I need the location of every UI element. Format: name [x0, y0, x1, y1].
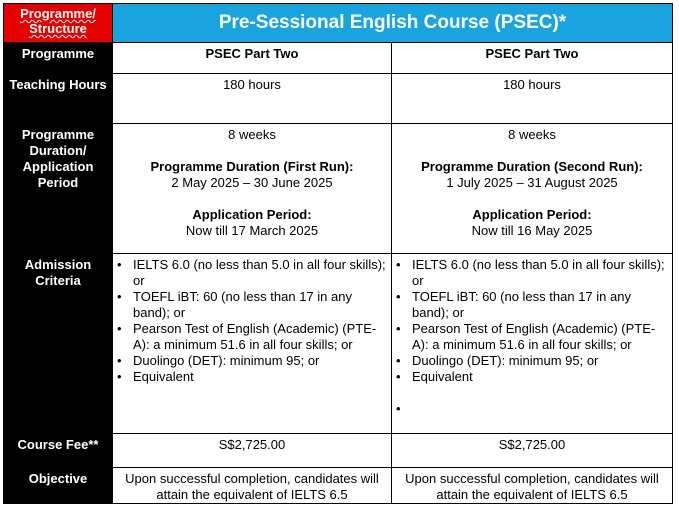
list-item: • IELTS 6.0 (no less than 5.0 in all four skills); or [113, 257, 387, 289]
course-fee-col-1: S$2,725.00 [113, 434, 392, 468]
application-dates: Now till 16 May 2025 [471, 223, 593, 238]
duration-col-2 [392, 124, 673, 254]
list-item: • Duolingo (DET): minimum 95; or [113, 353, 387, 369]
admission-col-2 [392, 254, 673, 434]
objective-col-1: Upon successful completion, candidates will attain the equivalent of IELTS 6.5 [113, 468, 392, 504]
duration-run-dates: 2 May 2025 – 30 June 2025 [171, 175, 333, 190]
list-item: • TOEFL iBT: 60 (no less than 17 in any band); or [113, 289, 387, 321]
bullet-icon: • [117, 321, 122, 336]
duration-run-heading: Programme Duration (Second Run): [421, 159, 643, 174]
application-heading: Application Period: [472, 207, 592, 222]
duration-weeks: 8 weeks [228, 127, 276, 142]
list-item [392, 401, 668, 417]
teaching-hours-col-2: 180 hours [392, 74, 673, 124]
corner-header-line-2: Structure [29, 21, 87, 36]
programme-col-1: PSEC Part Two [113, 43, 392, 74]
list-item: • Equivalent [113, 369, 387, 385]
bullet-icon: • [396, 401, 401, 416]
bullet-icon: • [396, 321, 401, 336]
list-item: • TOEFL iBT: 60 (no less than 17 in any band); or [392, 289, 668, 321]
bullet-icon: • [396, 353, 401, 368]
admission-criteria-list [392, 254, 672, 417]
duration-run-dates: 1 July 2025 – 31 August 2025 [446, 175, 618, 190]
application-dates: Now till 17 March 2025 [185, 223, 319, 238]
row-label-programme: Programme [4, 43, 113, 74]
application-heading: Application Period: [192, 207, 312, 222]
duration-run-heading: Programme Duration (First Run): [150, 159, 354, 174]
row-label-course-fee: Course Fee** [4, 434, 113, 468]
objective-col-2: Upon successful completion, candidates will attain the equivalent of IELTS 6.5 [392, 468, 673, 504]
corner-header-line-1: Programme/ [20, 6, 96, 21]
psec-table [3, 3, 673, 504]
admission-criteria-list [113, 254, 391, 385]
row-label-admission: Admission Criteria [4, 254, 113, 434]
list-item: • Equivalent [392, 369, 668, 385]
bullet-icon: • [117, 353, 122, 368]
bullet-icon: • [396, 289, 401, 304]
course-title: Pre-Sessional English Course (PSEC)* [113, 4, 673, 43]
list-item: • Duolingo (DET): minimum 95; or [392, 353, 668, 369]
bullet-icon: • [117, 289, 122, 304]
duration-weeks: 8 weeks [508, 127, 556, 142]
row-label-objective: Objective [4, 468, 113, 504]
duration-col-1 [113, 124, 392, 254]
list-item: • Pearson Test of English (Academic) (PTE-A): a minimum 51.6 in all four skills; or [113, 321, 387, 353]
bullet-icon: • [117, 369, 122, 384]
row-label-duration: Programme Duration/ Application Period [4, 124, 113, 254]
corner-header [4, 4, 113, 43]
bullet-icon: • [396, 369, 401, 384]
teaching-hours-col-1: 180 hours [113, 74, 392, 124]
admission-col-1 [113, 254, 392, 434]
row-label-teaching-hours: Teaching Hours [4, 74, 113, 124]
list-item: • IELTS 6.0 (no less than 5.0 in all four skills); or [392, 257, 668, 289]
bullet-icon: • [117, 257, 122, 272]
bullet-icon: • [396, 257, 401, 272]
course-fee-col-2: S$2,725.00 [392, 434, 673, 468]
programme-col-2: PSEC Part Two [392, 43, 673, 74]
list-item: • Pearson Test of English (Academic) (PTE-A): a minimum 51.6 in all four skills; or [392, 321, 668, 353]
